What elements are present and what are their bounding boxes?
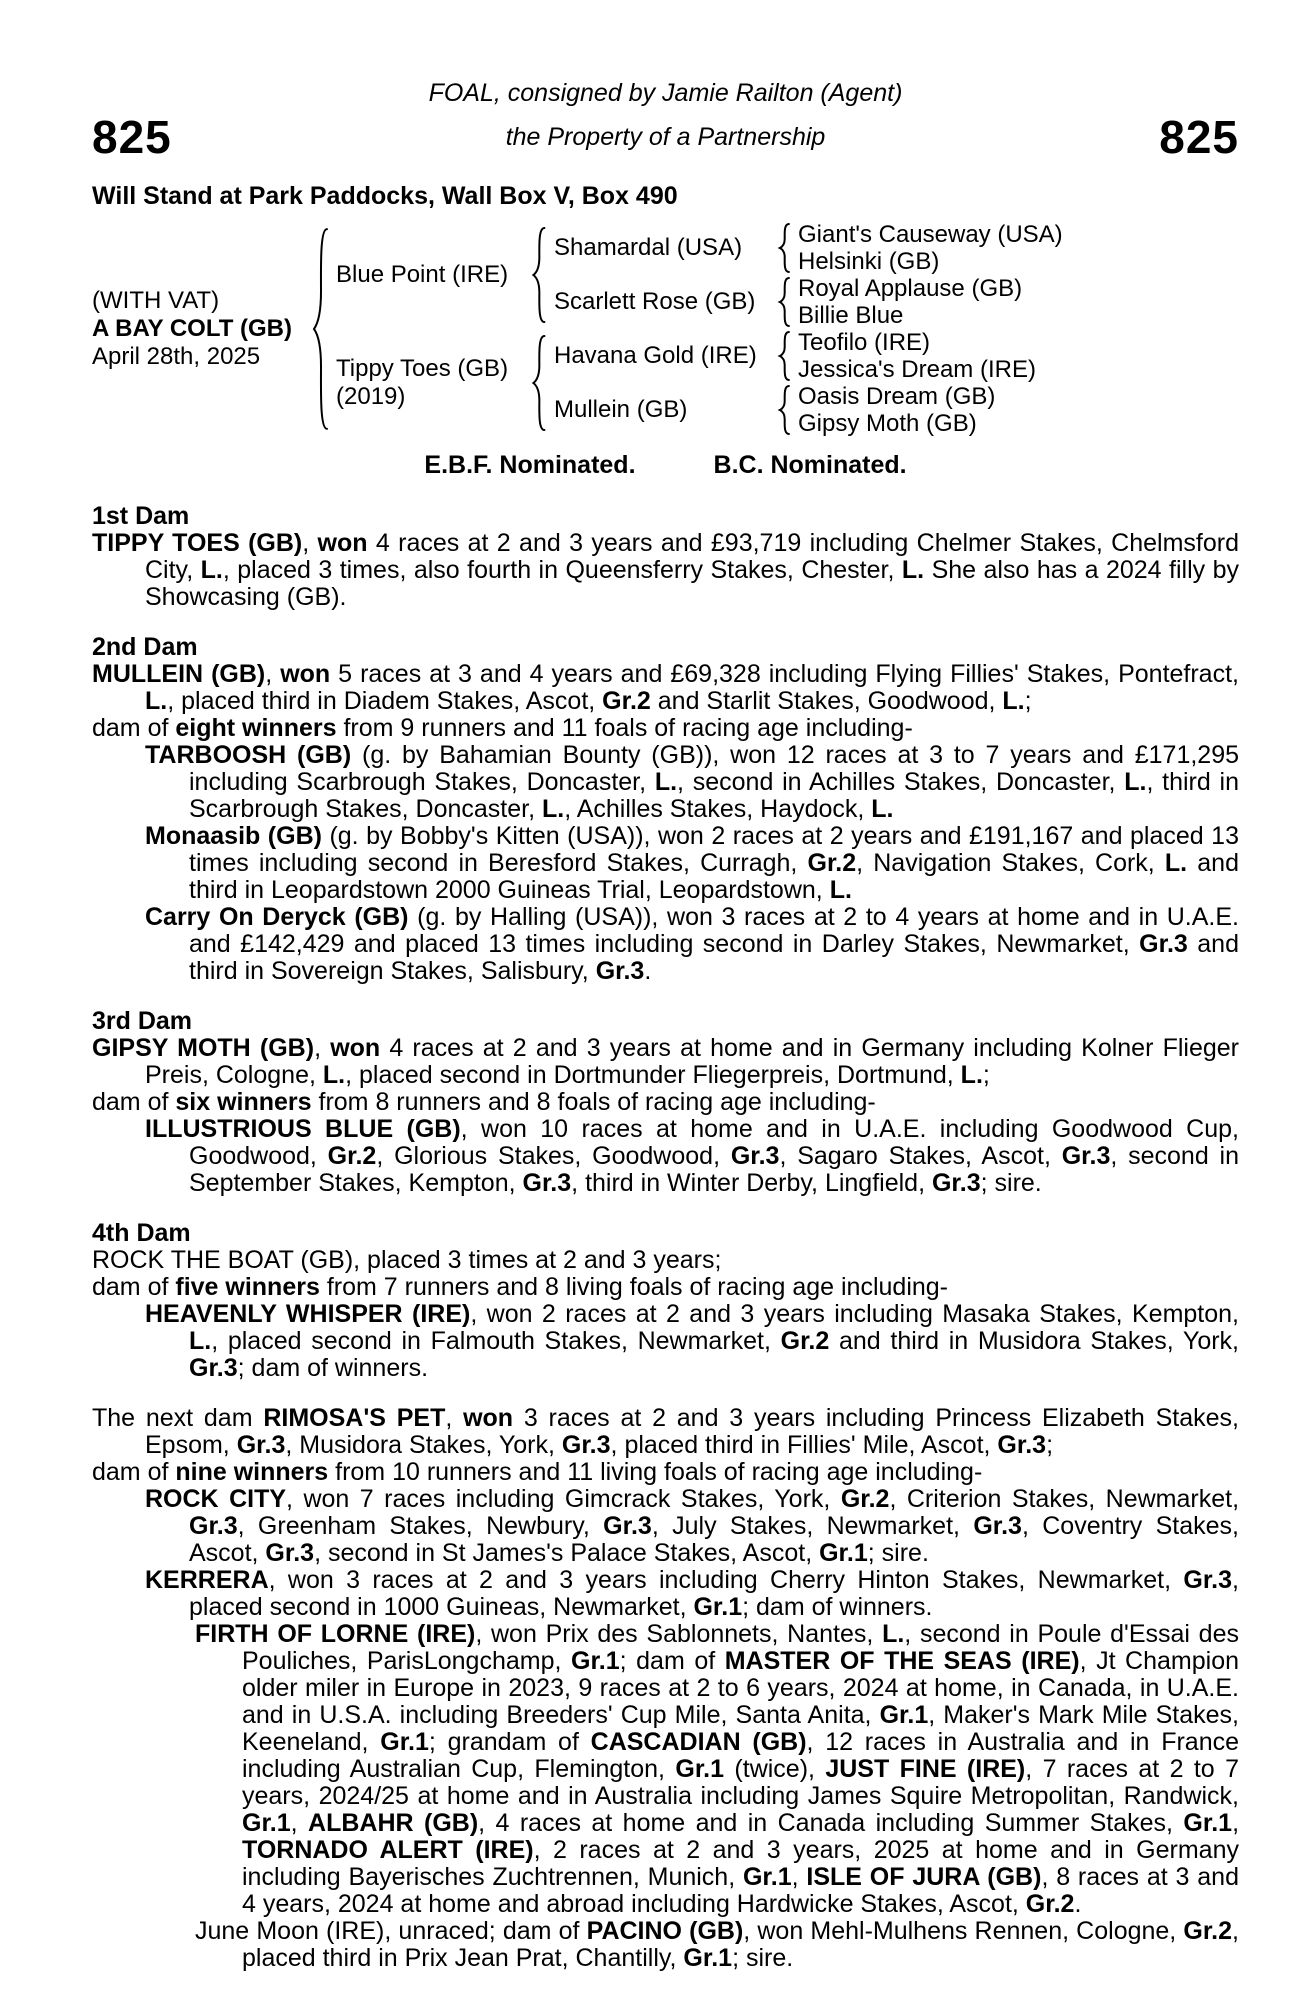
ebf-nominated-label: E.B.F. Nominated. bbox=[424, 451, 636, 479]
subject-block bbox=[92, 221, 304, 437]
sires-sires-dam: Helsinki (GB) bbox=[798, 247, 940, 275]
pedigree-text-paragraph: dam of nine winners from 10 runners and 11 living foals of racing age including- bbox=[92, 1458, 983, 1486]
pedigree-brace-icon bbox=[522, 329, 554, 437]
pedigree-text-paragraph: HEAVENLY WHISPER (IRE), won 2 races at 2 and 3 years including Masaka Stakes, Kempton, L., placed second in Falmouth Stakes, Newmarket, Gr.2 and third in Musidora Stakes, York, Gr.3; dam of winners. bbox=[145, 1300, 1239, 1382]
pedigree-text-paragraph: GIPSY MOTH (GB), won 4 races at 2 and 3 years at home and in Germany including Kolner Flieger Preis, Cologne, L., placed second in Dortmunder Fliegerpreis, Dortmund, L.; bbox=[92, 1034, 1239, 1089]
dams-dams-dam: Gipsy Moth (GB) bbox=[798, 409, 977, 437]
dams-dam-name: Mullein (GB) bbox=[554, 396, 688, 423]
sires-dams-dam: Billie Blue bbox=[798, 301, 904, 329]
pedigree-text-paragraph: MULLEIN (GB), won 5 races at 3 and 4 years and £69,328 including Flying Fillies' Stakes, Pontefract, L., placed third in Diadem Stakes, Ascot, Gr.2 and Starlit Stakes, Goodwood, L.; bbox=[92, 660, 1239, 715]
dams-sire-name: Havana Gold (IRE) bbox=[554, 342, 757, 369]
lot-row bbox=[92, 110, 1239, 164]
pedigree-text-paragraph: The next dam RIMOSA'S PET, won 3 races at 2 and 3 years including Princess Elizabeth Stakes, Epsom, Gr.3, Musidora Stakes, York, Gr.3, placed third in Fillies' Mile, Ascot, Gr.3; bbox=[92, 1404, 1239, 1459]
lot-number-right: 825 bbox=[1159, 111, 1239, 163]
dams-sires-dam: Jessica's Dream (IRE) bbox=[798, 355, 1036, 383]
pedigree-text-paragraph: TARBOOSH (GB) (g. by Bahamian Bounty (GB)), won 12 races at 3 to 7 years and £171,295 including Scarbrough Stakes, Doncaster, L., second in Achilles Stakes, Doncaster, L., third in Scarbrough Stakes, Doncaster, L., Achilles Stakes, Haydock, L. bbox=[145, 741, 1240, 823]
sires-sires-sire: Giant's Causeway (USA) bbox=[798, 220, 1063, 248]
pedigree-text-paragraph: Monaasib (GB) (g. by Bobby's Kitten (USA)), won 2 races at 2 years and £191,167 and placed 13 times including second in Beresford Stakes, Curragh, Gr.2, Navigation Stakes, Cork, L. and third in Leopardstown 2000 Guineas Trial, Leopardstown, L. bbox=[145, 822, 1239, 904]
subject-vat: (WITH VAT) bbox=[92, 287, 220, 314]
nominations-line bbox=[92, 451, 1239, 480]
dam-name: Tippy Toes (GB) bbox=[336, 355, 509, 382]
dam-year: (2019) bbox=[336, 383, 406, 410]
subject-foaled: April 28th, 2025 bbox=[92, 343, 261, 370]
subject-name: A BAY COLT (GB) bbox=[92, 315, 293, 342]
stand-location: Will Stand at Park Paddocks, Wall Box V, Box 490 bbox=[92, 182, 678, 210]
pedigree-brace-icon bbox=[770, 329, 798, 383]
sires-dams-sire: Royal Applause (GB) bbox=[798, 274, 1023, 302]
dams-dams-sire: Oasis Dream (GB) bbox=[798, 382, 996, 410]
pedigree-text-paragraph: Carry On Deryck (GB) (g. by Halling (USA)), won 3 races at 2 to 4 years at home and in U.A.E. and £142,429 and placed 13 times including second in Darley Stakes, Newmarket, Gr.3 and third in Sovereign Stakes, Salisbury, Gr.3. bbox=[145, 903, 1239, 985]
pedigree-brace-icon bbox=[770, 383, 798, 437]
pedigree-text-paragraph: ROCK CITY, won 7 races including Gimcrack Stakes, York, Gr.2, Criterion Stakes, Newmarket, Gr.3, Greenham Stakes, Newbury, Gr.3, July Stakes, Newmarket, Gr.3, Coventry Stakes, Ascot, Gr.3, second in St James's Palace Stakes, Ascot, Gr.1; sire. bbox=[145, 1485, 1240, 1567]
lot-number-left: 825 bbox=[92, 111, 172, 163]
sire-name: Blue Point (IRE) bbox=[336, 261, 509, 288]
consignor-line: FOAL, consigned by Jamie Railton (Agent) bbox=[428, 79, 903, 107]
pedigree-text-paragraph: ROCK THE BOAT (GB), placed 3 times at 2 and 3 years; bbox=[92, 1246, 722, 1274]
pedigree-text-paragraph: dam of six winners from 8 runners and 8 foals of racing age including- bbox=[92, 1088, 876, 1116]
bc-nominated-label: B.C. Nominated. bbox=[713, 451, 907, 479]
pedigree-text-paragraph: June Moon (IRE), unraced; dam of PACINO (GB), won Mehl-Mulhens Rennen, Cologne, Gr.2, placed third in Prix Jean Prat, Chantilly, Gr.1; sire. bbox=[195, 1917, 1239, 1972]
pedigree-text-paragraph: ILLUSTRIOUS BLUE (GB), won 10 races at home and in U.A.E. including Goodwood Cup, Goodwood, Gr.2, Glorious Stakes, Goodwood, Gr.3, Sagaro Stakes, Ascot, Gr.3, second in September Stakes, Kempton, Gr.3, third in Winter Derby, Lingfield, Gr.3; sire. bbox=[145, 1115, 1239, 1197]
sires-dam-name: Scarlett Rose (GB) bbox=[554, 288, 756, 315]
pedigree-brace-icon bbox=[522, 221, 554, 329]
dam-section-heading: 3rd Dam bbox=[92, 1007, 193, 1035]
dam-block bbox=[336, 329, 522, 437]
dam-section-heading: 1st Dam bbox=[92, 502, 190, 530]
pedigree-text-paragraph: FIRTH OF LORNE (IRE), won Prix des Sablonnets, Nantes, L., second in Poule d'Essai des Pouliches, ParisLongchamp, Gr.1; dam of MASTER OF THE SEAS (IRE), Jt Champion older miler in Europe in 2023, 9 races at 2 to 6 years, 2024 at home, in Canada, in U.A.E. and in U.S.A. including Breeders' Cup Mile, Santa Anita, Gr.1, Maker's Mark Mile Stakes, Keeneland, Gr.1; grandam of CASCADIAN (GB), 12 races in Australia and in France including Australian Cup, Flemington, Gr.1 (twice), JUST FINE (IRE), 7 races at 2 to 7 years, 2024/25 at home and in Australia including James Squire Metropolitan, Randwick, Gr.1, ALBAHR (GB), 4 races at home and in Canada including Summer Stakes, Gr.1, TORNADO ALERT (IRE), 2 races at 2 and 3 years, 2025 at home and in Germany including Bayerisches Zuchtrennen, Munich, Gr.1, ISLE OF JURA (GB), 8 races at 3 and 4 years, 2024 at home and abroad including Hardwicke Stakes, Ascot, Gr.2. bbox=[195, 1620, 1240, 1918]
pedigree-brace-icon bbox=[770, 275, 798, 329]
pedigree-brace-icon bbox=[770, 221, 798, 275]
pedigree-text-paragraph: TIPPY TOES (GB), won 4 races at 2 and 3 years and £93,719 including Chelmer Stakes, Chelmsford City, L., placed 3 times, also fourth in Queensferry Stakes, Chester, L. She also has a 2024 filly by Showcasing (GB). bbox=[92, 529, 1239, 611]
catalogue-body bbox=[92, 503, 1239, 1972]
pedigree-text-paragraph: dam of five winners from 7 runners and 8 living foals of racing age including- bbox=[92, 1273, 948, 1301]
pedigree-tree bbox=[92, 221, 1239, 437]
pedigree-brace-icon bbox=[304, 221, 336, 437]
pedigree-text-paragraph: KERRERA, won 3 races at 2 and 3 years including Cherry Hinton Stakes, Newmarket, Gr.3, placed second in 1000 Guineas, Newmarket, Gr.1; dam of winners. bbox=[145, 1566, 1239, 1621]
sires-sire-name: Shamardal (USA) bbox=[554, 234, 743, 261]
dam-section-heading: 2nd Dam bbox=[92, 633, 198, 661]
pedigree-text-paragraph: dam of eight winners from 9 runners and 11 foals of racing age including- bbox=[92, 714, 913, 742]
property-line: the Property of a Partnership bbox=[505, 122, 826, 151]
dam-section-heading: 4th Dam bbox=[92, 1219, 191, 1247]
dams-sires-sire: Teofilo (IRE) bbox=[798, 328, 931, 356]
